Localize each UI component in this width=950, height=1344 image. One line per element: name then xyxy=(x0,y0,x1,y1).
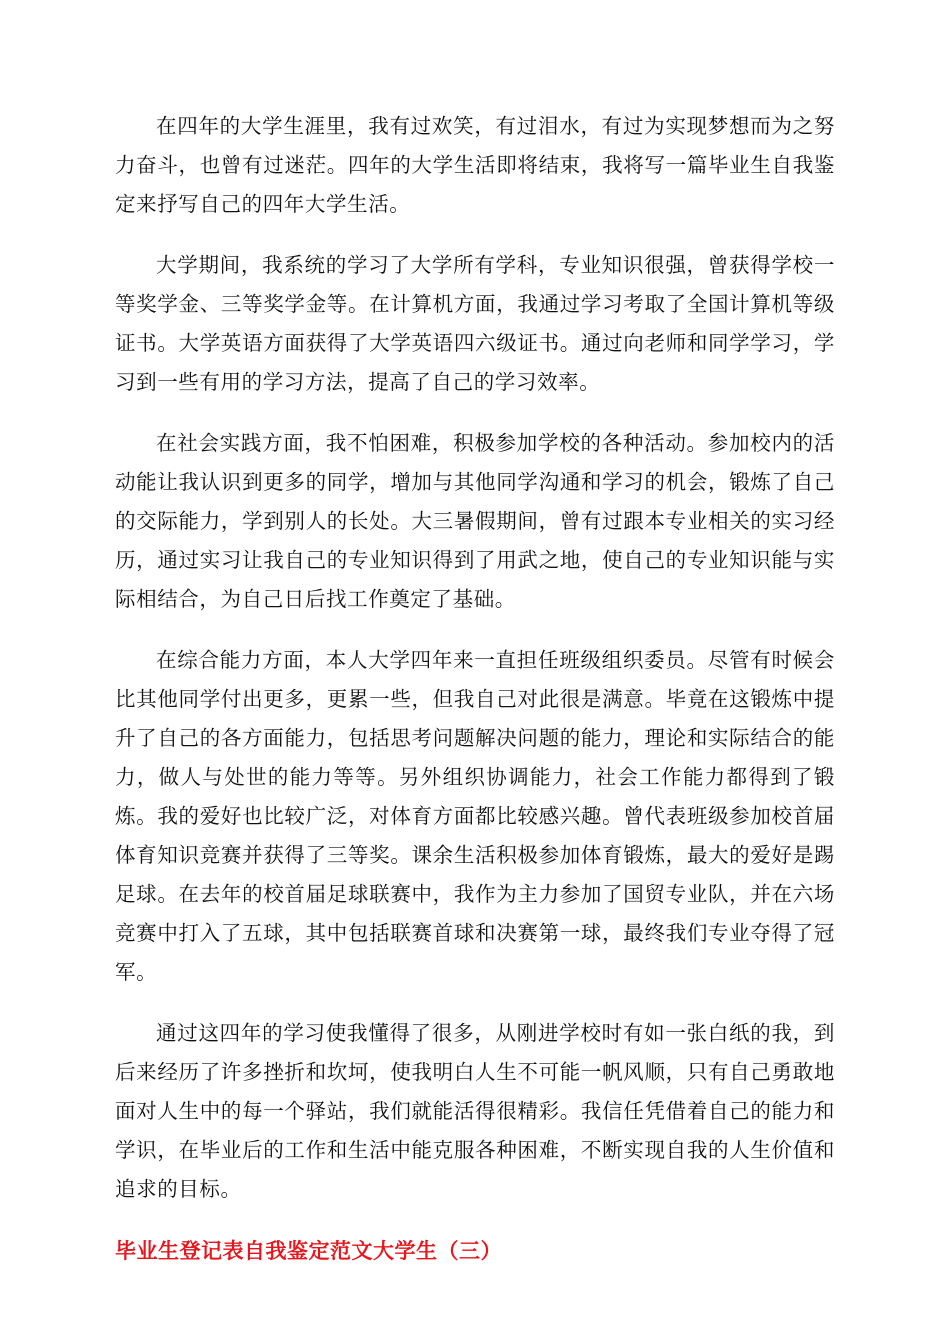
paragraph-intro: 在四年的大学生涯里，我有过欢笑，有过泪水，有过为实现梦想而为之努力奋斗，也曾有过迷茫。四年的大学生活即将结束，我将写一篇毕业生自我鉴定来抒写自己的四年大学生活。 xyxy=(115,114,835,216)
paragraph-conclusion: 通过这四年的学习使我懂得了很多，从刚进学校时有如一张白纸的我，到后来经历了许多挫折和坎坷，使我明白人生不可能一帆风顺，只有自己勇敢地面对人生中的每一个驿站，我们就能活得很精彩。我信任凭借着自己的能力和学识，在毕业后的工作和生活中能克服各种困难，不断实现自我的人生价值和追求的目标。 xyxy=(115,1021,835,1201)
paragraph-study: 大学期间，我系统的学习了大学所有学科，专业知识很强，曾获得学校一等奖学金、三等奖学金等。在计算机方面，我通过学习考取了全国计算机等级证书。大学英语方面获得了大学英语四六级证书。通过向老师和同学学习，学习到一些有用的学习方法，提高了自己的学习效率。 xyxy=(115,253,835,394)
section-heading: 毕业生登记表自我鉴定范文大学生（三） xyxy=(115,1239,502,1263)
paragraph-social-practice: 在社会实践方面，我不怕困难，积极参加学校的各种活动。参加校内的活动能让我认识到更多的同学，增加与其他同学沟通和学习的机会，锻炼了自己的交际能力，学到别人的长处。大三暑假期间，曾有过跟本专业相关的实习经历，通过实习让我自己的专业知识得到了用武之地，使自己的专业知识能与实际相结合，为自己日后找工作奠定了基础。 xyxy=(115,431,835,611)
paragraph-comprehensive-ability: 在综合能力方面，本人大学四年来一直担任班级组织委员。尽管有时候会比其他同学付出更多，更累一些，但我自己对此很是满意。毕竟在这锻炼中提升了自己的各方面能力，包括思考问题解决问题的能力，理论和实际结合的能力，做人与处世的能力等等。另外组织协调能力，社会工作能力都得到了锻炼。我的爱好也比较广泛，对体育方面都比较感兴趣。曾代表班级参加校首届体育知识竞赛并获得了三等奖。课余生活积极参加体育锻炼，最大的爱好是踢足球。在去年的校首届足球联赛中，我作为主力参加了国贸专业队，并在六场竞赛中打入了五球，其中包括联赛首球和决赛第一球，最终我们专业夺得了冠军。 xyxy=(115,648,835,984)
document-body xyxy=(115,107,835,1266)
